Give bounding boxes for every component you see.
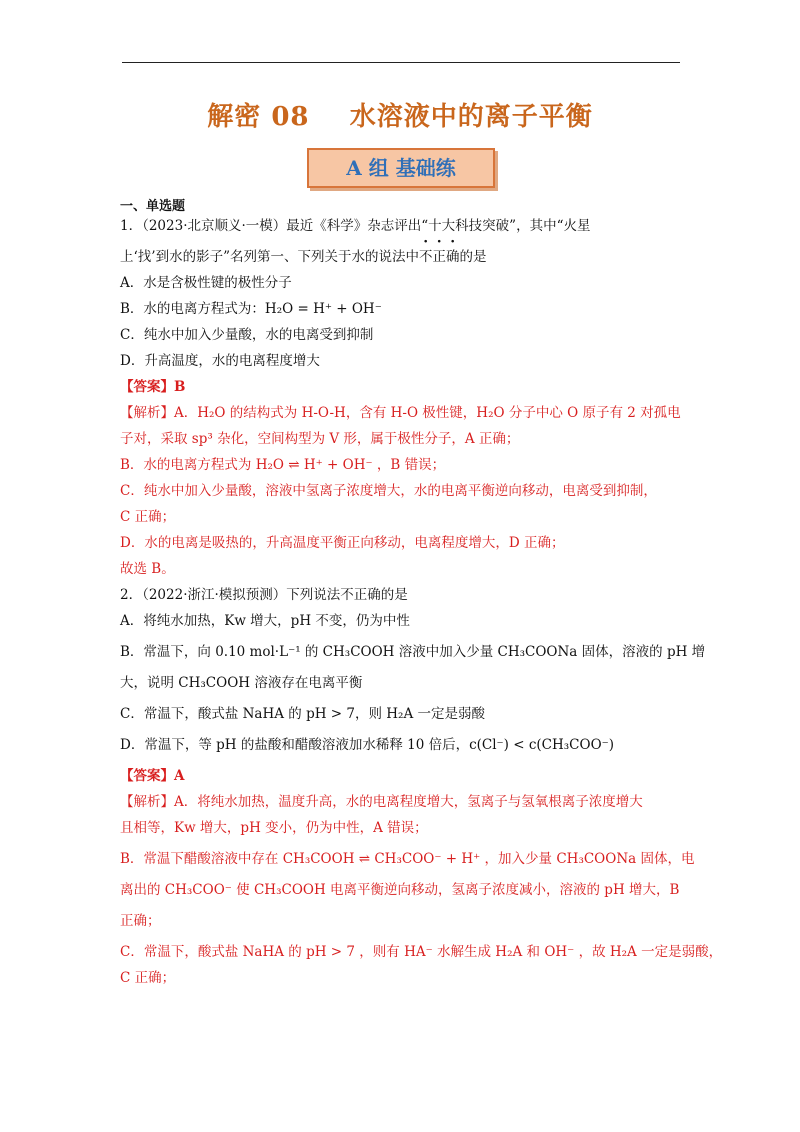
question-2-stem: 2．（2022·浙江·模拟预测）下列说法不正确的是 (120, 587, 408, 603)
analysis-line: B．常温下醋酸溶液中存在 CH₃COOH ⇌ CH₃COO⁻ + H⁺ ，加入少量 CH₃COONa 固体，电 (120, 851, 695, 867)
stem-text: 的是 (459, 249, 487, 265)
option-b: B．水的电离方程式为：H₂O = H⁺ + OH⁻ (120, 301, 382, 317)
analysis-line: C 正确； (120, 970, 176, 986)
analysis-line: 离出的 CH₃COO⁻ 使 CH₃COOH 电离平衡逆向移动，氢离子浓度减小，溶液的 pH 增大，B (120, 882, 680, 898)
stem-text: 上‘找’到水的影子”名列第一、下列关于水的说法中 (120, 249, 419, 265)
emphasis-char: 正 (432, 249, 446, 265)
analysis-conclusion: 故选 B。 (120, 561, 175, 577)
question-1-stem: 1．（2023·北京顺义·一模）最近《科学》杂志评出“十大科技突破”，其中“火星 (120, 218, 591, 234)
analysis-line: 【解析】A．将纯水加热，温度升高，水的电离程度增大，氢离子与氢氧根离子浓度增大 (120, 794, 643, 810)
option-c: C．常温下，酸式盐 NaHA 的 pH > 7，则 H₂A 一定是弱酸 (120, 706, 486, 722)
question-1-stem-cont (120, 249, 682, 266)
option-b: B．常温下，向 0.10 mol·L⁻¹ 的 CH₃COOH 溶液中加入少量 CH₃COONa 固体，溶液的 pH 增 (120, 644, 706, 660)
group-badge: A 组 基础练 (307, 148, 495, 188)
option-c: C．纯水中加入少量酸，水的电离受到抑制 (120, 327, 374, 343)
answer: 【答案】A (120, 768, 185, 784)
analysis-line: C 正确； (120, 509, 176, 525)
analysis-line: 正确； (120, 913, 161, 929)
option-a: A．水是含极性键的极性分子 (120, 275, 292, 291)
option-d: D．升高温度，水的电离程度增大 (120, 353, 320, 369)
answer: 【答案】B (120, 379, 186, 395)
analysis-line: D．水的电离是吸热的，升高温度平衡正向移动，电离程度增大，D 正确； (120, 535, 565, 551)
analysis-line: 且相等，Kw 增大，pH 变小，仍为中性，A 错误； (120, 820, 428, 836)
analysis-line: 子对，采取 sp³ 杂化，空间构型为 V 形，属于极性分子，A 正确； (120, 431, 520, 447)
section-heading: 一、单选题 (120, 199, 186, 214)
emphasis-char: 不 (418, 249, 433, 265)
page-title: 解密 08 水溶液中的离子平衡 (207, 102, 593, 132)
analysis-line: B．水的电离方程式为 H₂O ⇌ H⁺ + OH⁻ ，B 错误； (120, 457, 446, 473)
content (120, 198, 723, 996)
emphasis-char: 确 (445, 249, 460, 265)
option-a: A．将纯水加热，Kw 增大，pH 不变，仍为中性 (120, 613, 410, 629)
option-d: D．常温下，等 pH 的盐酸和醋酸溶液加水稀释 10 倍后，c(Cl⁻) < c(CH₃COO⁻) (120, 737, 615, 753)
analysis-line: C．常温下，酸式盐 NaHA 的 pH > 7 ，则有 HA⁻ 水解生成 H₂A 和 OH⁻ ，故 H₂A 一定是弱酸， (120, 944, 723, 960)
analysis-line: C．纯水中加入少量酸，溶液中氢离子浓度增大，水的电离平衡逆向移动，电离受到抑制， (120, 483, 657, 499)
option-b-cont: 大，说明 CH₃COOH 溶液存在电离平衡 (120, 675, 363, 691)
analysis-line: 【解析】A．H₂O 的结构式为 H-O-H，含有 H-O 极性键，H₂O 分子中心 O 原子有 2 对孤电 (120, 405, 681, 421)
top-rule (122, 62, 680, 63)
